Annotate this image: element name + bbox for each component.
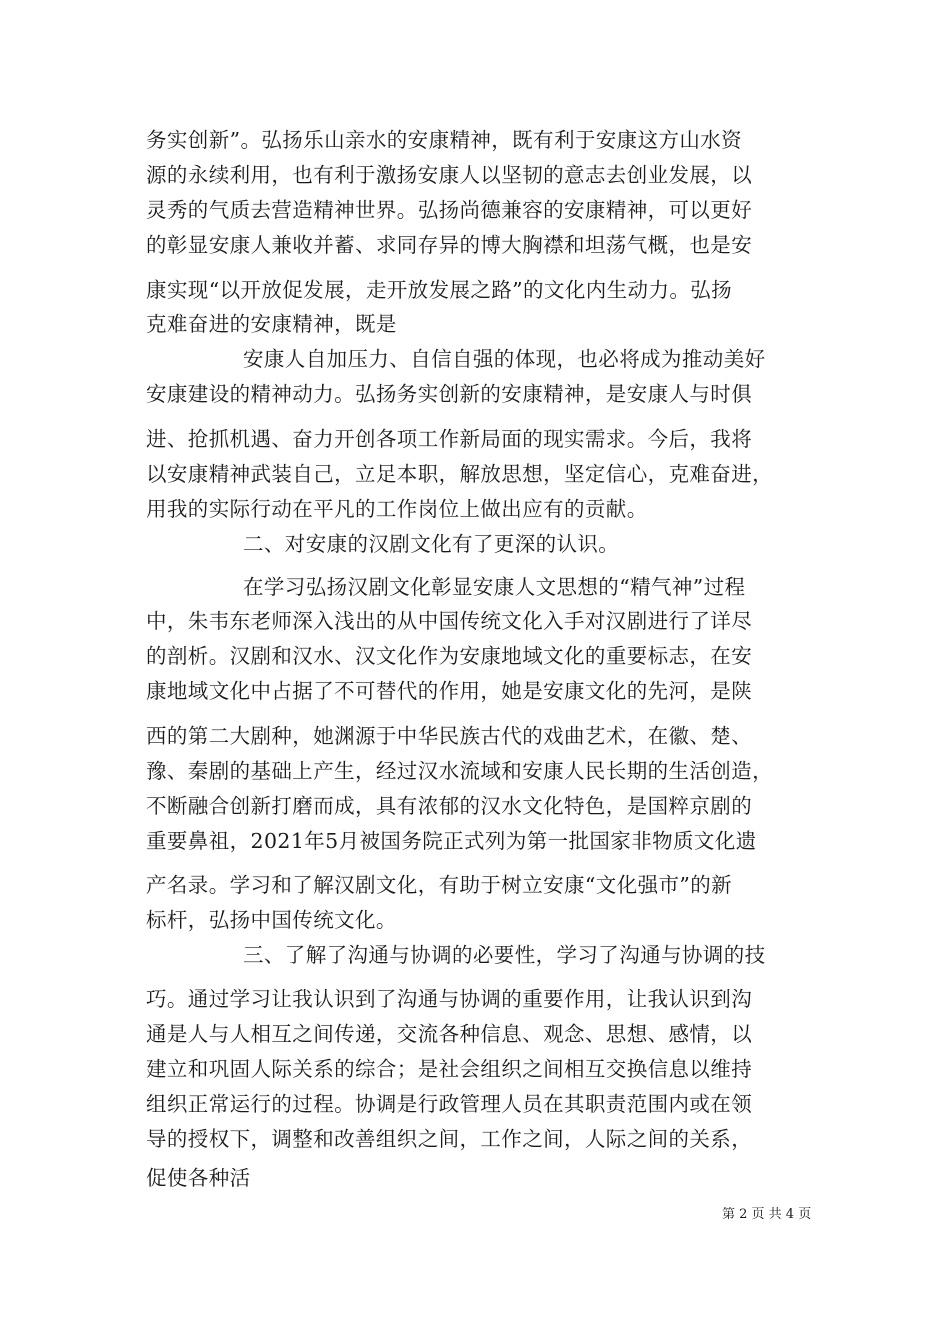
body-line: 促使各种活 bbox=[146, 1166, 251, 1190]
body-line: 康实现“以开放促发展，走开放发展之路”的文化内生动力。弘扬 bbox=[146, 278, 733, 302]
body-line: 导的授权下，调整和改善组织之间，工作之间，人际之间的关系， bbox=[146, 1127, 753, 1151]
body-line: 通是人与人相互之间传递，交流各种信息、观念、思想、感情，以 bbox=[146, 1022, 753, 1046]
body-line: 建立和巩固人际关系的综合；是社会组织之间相互交换信息以维持 bbox=[146, 1057, 753, 1081]
body-line: 豫、秦剧的基础上产生，经过汉水流域和安康人民长期的生活创造， bbox=[146, 759, 773, 783]
body-line: 灵秀的气质去营造精神世界。弘扬尚德兼容的安康精神，可以更好 bbox=[146, 198, 753, 222]
body-line: 的剖析。汉剧和汉水、汉文化作为安康地域文化的重要标志，在安 bbox=[146, 644, 753, 668]
body-line: 产名录。学习和了解汉剧文化，有助于树立安康“文化强市”的新 bbox=[146, 873, 733, 897]
body-line: 安康建设的精神动力。弘扬务实创新的安康精神，是安康人与时俱 bbox=[146, 382, 753, 406]
body-line: 康地域文化中占据了不可替代的作用，她是安康文化的先河，是陕 bbox=[146, 679, 753, 703]
body-line: 务实创新”。弘扬乐山亲水的安康精神，既有利于安康这方山水资 bbox=[146, 128, 743, 152]
body-line: 以安康精神武装自己，立足本职，解放思想，坚定信心，克难奋进， bbox=[146, 462, 773, 486]
body-line: 安康人自加压力、自信自强的体现，也必将成为推动美好 bbox=[243, 347, 766, 371]
body-line: 用我的实际行动在平凡的工作岗位上做出应有的贡献。 bbox=[146, 497, 648, 521]
section-heading: 三、了解了沟通与协调的必要性，学习了沟通与协调的技 bbox=[243, 943, 766, 967]
body-line: 在学习弘扬汉剧文化彰显安康人文思想的“精气神”过程 bbox=[243, 575, 746, 599]
body-line: 中，朱韦东老师深入浅出的从中国传统文化入手对汉剧进行了详尽 bbox=[146, 609, 753, 633]
body-line: 不断融合创新打磨而成，具有浓郁的汉水文化特色，是国粹京剧的 bbox=[146, 794, 753, 818]
section-heading: 二、对安康的汉剧文化有了更深的认识。 bbox=[243, 532, 620, 556]
body-line: 巧。通过学习让我认识到了沟通与协调的重要作用，让我认识到沟 bbox=[146, 987, 753, 1011]
body-line: 组织正常运行的过程。协调是行政管理人员在其职责范围内或在领 bbox=[146, 1092, 753, 1116]
body-line: 进、抢抓机遇、奋力开创各项工作新局面的现实需求。今后，我将 bbox=[146, 427, 753, 451]
body-line: 源的永续利用，也有利于激扬安康人以坚韧的意志去创业发展，以 bbox=[146, 163, 753, 187]
body-line: 西的第二大剧种，她渊源于中华民族古代的戏曲艺术，在徽、楚、 bbox=[146, 724, 753, 748]
body-line: 标杆，弘扬中国传统文化。 bbox=[146, 908, 397, 932]
page-number-footer: 第 2 页 共 4 页 bbox=[722, 1207, 812, 1222]
body-line: 重要鼻祖，2021年5月被国务院正式列为第一批国家非物质文化遗 bbox=[146, 829, 757, 853]
body-line: 的彰显安康人兼收并蓄、求同存异的博大胸襟和坦荡气概，也是安 bbox=[146, 233, 753, 257]
body-line: 克难奋进的安康精神，既是 bbox=[146, 312, 397, 336]
